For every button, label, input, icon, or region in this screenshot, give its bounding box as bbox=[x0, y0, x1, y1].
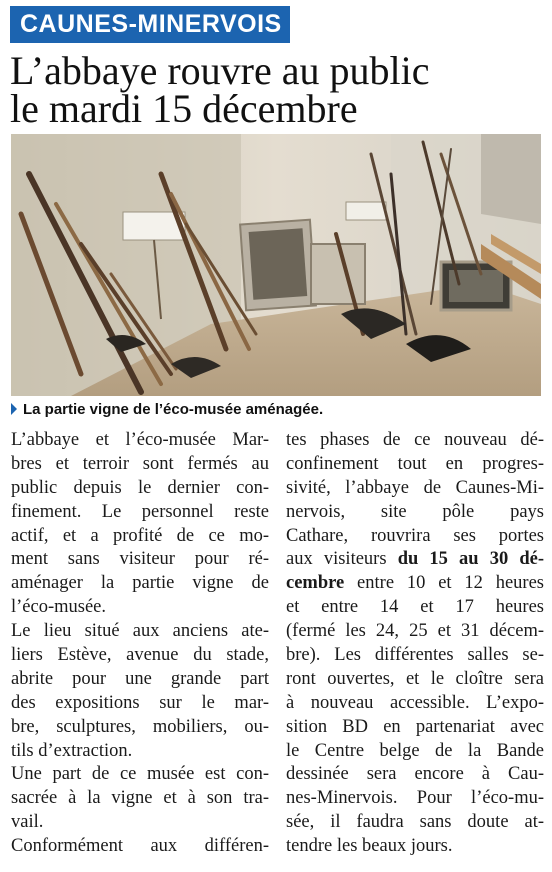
text-line: tes phases de ce nouveau dé- bbox=[286, 430, 544, 450]
text-line bbox=[286, 572, 544, 596]
dates-highlight: du 15 au 30 dé- bbox=[397, 549, 545, 570]
text-line: abrite pour une grande part bbox=[11, 668, 269, 689]
caption-text: La partie vigne de l’éco-musée aménagée. bbox=[23, 401, 324, 418]
article-column-left bbox=[11, 429, 269, 859]
text-line: Cathare, rouvrira ses portes bbox=[286, 525, 544, 546]
article-photo bbox=[11, 134, 541, 396]
text-line: finement. Le personnel reste bbox=[11, 501, 269, 522]
museum-tools-photo bbox=[11, 134, 541, 396]
photo-caption bbox=[11, 400, 541, 420]
headline-line-2: le mardi 15 décembre bbox=[10, 86, 358, 131]
text-line: public depuis le dernier con- bbox=[11, 477, 269, 498]
text-line: et entre 14 et 17 heures bbox=[286, 597, 544, 618]
text-line: sée, il faudra sans doute at- bbox=[286, 812, 544, 833]
text-line: vail. bbox=[11, 812, 44, 833]
article-headline bbox=[10, 48, 545, 131]
text-line: tendre les beaux jours. bbox=[286, 836, 453, 857]
text-line: l’éco-musée. bbox=[11, 597, 107, 618]
text-line: confinement tout en progres- bbox=[286, 453, 544, 474]
text-line: ront ouvertes, et le cloître sera bbox=[286, 668, 544, 689]
text-line: sition BD en partenariat avec bbox=[286, 716, 544, 737]
text-line: tils d’extraction. bbox=[11, 740, 133, 761]
text-line: L’abbaye et l’éco-musée Mar- bbox=[11, 430, 269, 450]
dates-highlight: cembre bbox=[286, 573, 345, 594]
text-line bbox=[286, 548, 544, 572]
text-line: actif, et a profité de ce mo- bbox=[11, 525, 269, 546]
text-line: nes-Minervois. Pour l’éco-mu- bbox=[286, 788, 544, 809]
text-line: aménager la partie vigne de bbox=[11, 573, 269, 594]
text-line: dessinée sera encore à Cau- bbox=[286, 764, 544, 785]
text-line: bre, sculptures, mobiliers, ou- bbox=[11, 716, 269, 737]
text-line: sacrée à la vigne et à son tra- bbox=[11, 788, 269, 809]
text-line: nervois, site pôle pays bbox=[286, 501, 544, 522]
text-line: sivité, l’abbaye de Caunes-Mi- bbox=[286, 477, 544, 498]
article-column-right bbox=[286, 429, 544, 859]
text-segment: aux visiteurs bbox=[286, 549, 398, 570]
text-line: des expositions sur le mar- bbox=[11, 692, 269, 713]
text-line: Conformément aux différen- bbox=[11, 836, 269, 857]
headline-line-1: L’abbaye rouvre au public bbox=[10, 48, 430, 93]
text-line: à nouveau accessible. L’expo- bbox=[286, 692, 544, 713]
text-line: le Centre belge de la Bande bbox=[286, 740, 544, 761]
caption-arrow-icon bbox=[11, 403, 17, 415]
text-line: bres et terroir sont fermés au bbox=[11, 453, 269, 474]
text-segment: entre 10 et 12 heures bbox=[344, 573, 544, 594]
text-line: bre). Les différentes salles se- bbox=[286, 645, 544, 666]
text-line: ment sans visiteur pour ré- bbox=[11, 549, 269, 570]
text-line: Une part de ce musée est con- bbox=[11, 764, 269, 785]
text-line: (fermé les 24, 25 et 31 décem- bbox=[286, 621, 544, 642]
section-kicker: CAUNES-MINERVOIS bbox=[10, 6, 290, 43]
text-line: liers Estève, avenue du stade, bbox=[11, 645, 269, 666]
text-line: Le lieu situé aux anciens ate- bbox=[11, 621, 269, 642]
